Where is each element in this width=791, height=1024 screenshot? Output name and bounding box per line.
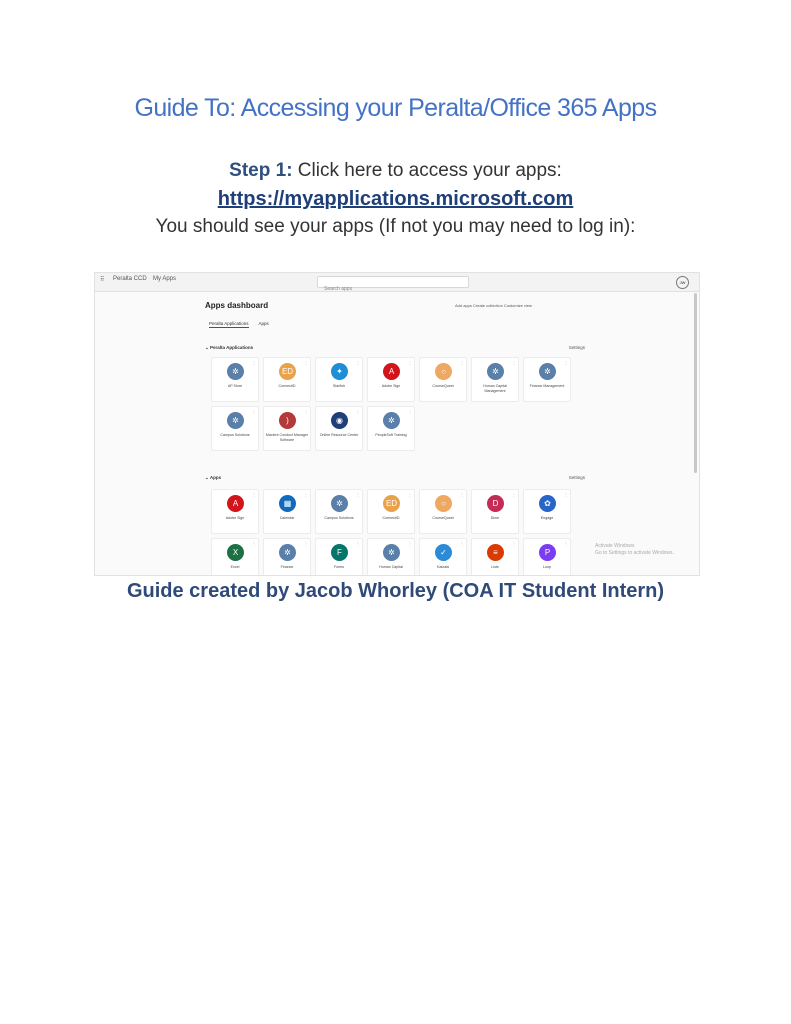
section-heading-apps[interactable]: ⌄ Apps <box>205 475 222 480</box>
forms-icon: F <box>331 544 348 561</box>
app-tile-label: Maxient Conduct Manager Software <box>265 433 309 442</box>
app-tile[interactable] <box>315 538 363 576</box>
gear-seal-icon: ✲ <box>539 363 556 380</box>
app-tile-label: Campus Solutions <box>324 516 354 520</box>
more-options-icon[interactable]: ⋮ <box>408 360 412 365</box>
dashboard-title: Apps dashboard <box>205 301 269 310</box>
app-tile-label: Finance Management <box>529 384 565 388</box>
lists-icon: ≡ <box>487 544 504 561</box>
app-name: My Apps <box>153 276 177 282</box>
more-options-icon[interactable]: ⋮ <box>252 492 256 497</box>
app-tile[interactable] <box>211 538 259 576</box>
app-tile-label: CourseQuest <box>432 516 454 520</box>
app-tile-label: Human Capital <box>379 565 403 569</box>
app-tile-label: AP Store <box>227 384 243 388</box>
adobe-icon: A <box>227 495 244 512</box>
app-tile[interactable] <box>419 538 467 576</box>
app-tile[interactable] <box>263 538 311 576</box>
app-tile-label: ConnectID <box>278 384 296 388</box>
activation-watermark: Activate Windows Go to Settings to activate Windows. <box>595 543 674 556</box>
dashboard-actions[interactable]: Add apps Create collection Customize view <box>455 303 532 308</box>
gear-seal-icon: ✲ <box>383 544 400 561</box>
step-1 <box>0 160 791 182</box>
app-tile[interactable] <box>367 406 415 451</box>
gear-seal-icon: ✲ <box>383 412 400 429</box>
ed-icon: ED <box>383 495 400 512</box>
gear-seal-icon: ✲ <box>279 544 296 561</box>
d-icon: D <box>487 495 504 512</box>
tab-peralta-applications[interactable]: Peralta Applications <box>209 321 249 326</box>
more-options-icon[interactable]: ⋮ <box>304 492 308 497</box>
app-tile-label: Lists <box>491 565 499 569</box>
app-tile-label: PeopleSoft Training <box>375 433 407 437</box>
more-options-icon[interactable]: ⋮ <box>564 360 568 365</box>
tabs <box>209 321 278 326</box>
more-options-icon[interactable]: ⋮ <box>304 541 308 546</box>
more-options-icon[interactable]: ⋮ <box>252 541 256 546</box>
app-tile-label: Adobe Sign <box>225 516 245 520</box>
adobe-icon: A <box>383 363 400 380</box>
avatar[interactable]: JW <box>676 276 689 289</box>
more-options-icon[interactable]: ⋮ <box>564 541 568 546</box>
app-tile[interactable] <box>367 538 415 576</box>
step-label: Step 1: <box>229 160 293 181</box>
more-options-icon[interactable]: ⋮ <box>408 492 412 497</box>
more-options-icon[interactable]: ⋮ <box>512 360 516 365</box>
app-tile-label: Online Resource Center <box>319 433 359 437</box>
more-options-icon[interactable]: ⋮ <box>460 360 464 365</box>
app-tile[interactable] <box>367 489 415 534</box>
org-name: Peralta CCD <box>113 276 147 282</box>
more-options-icon[interactable]: ⋮ <box>512 492 516 497</box>
app-tile[interactable] <box>211 489 259 534</box>
more-options-icon[interactable]: ⋮ <box>408 541 412 546</box>
app-tile-label: Human Capital Management <box>483 384 507 393</box>
app-tile[interactable] <box>211 357 259 402</box>
topbar <box>95 273 699 292</box>
maxient-icon: ) <box>279 412 296 429</box>
ring-icon: ○ <box>435 363 452 380</box>
app-tile[interactable] <box>523 538 571 576</box>
star-icon: ✦ <box>331 363 348 380</box>
app-tile[interactable] <box>315 489 363 534</box>
app-tile[interactable] <box>471 357 519 402</box>
app-tile-label: Forms <box>333 565 345 569</box>
app-tile[interactable] <box>211 406 259 451</box>
step-text: Click here to access your apps: <box>292 160 562 181</box>
app-tile-label: Dime <box>490 516 500 520</box>
loop-icon: P <box>539 544 556 561</box>
app-tile[interactable] <box>263 489 311 534</box>
myapps-screenshot <box>94 272 700 576</box>
search-placeholder: Search apps <box>324 286 353 292</box>
check-icon: ✓ <box>435 544 452 561</box>
seal-icon: ◉ <box>331 412 348 429</box>
app-tile[interactable] <box>263 357 311 402</box>
tab-apps[interactable]: Apps <box>258 321 269 326</box>
app-tile-label: Loop <box>543 565 551 569</box>
more-options-icon[interactable]: ⋮ <box>460 541 464 546</box>
app-tile[interactable] <box>471 489 519 534</box>
app-tile[interactable] <box>315 357 363 402</box>
scrollbar[interactable] <box>694 293 697 473</box>
gear-seal-icon: ✲ <box>227 363 244 380</box>
app-launcher-icon: ⠿ <box>100 277 105 283</box>
section-settings-peralta[interactable]: Settings <box>568 345 585 350</box>
app-tile[interactable] <box>315 406 363 451</box>
excel-icon: X <box>227 544 244 561</box>
app-tile-label: ConnectID <box>382 516 400 520</box>
more-options-icon[interactable]: ⋮ <box>408 409 412 414</box>
app-tile-label: Starfish <box>332 384 346 388</box>
more-options-icon[interactable]: ⋮ <box>356 360 360 365</box>
more-options-icon[interactable]: ⋮ <box>460 492 464 497</box>
more-options-icon[interactable]: ⋮ <box>512 541 516 546</box>
gear-seal-icon: ✲ <box>227 412 244 429</box>
app-tile-label: Kaizala <box>437 565 449 569</box>
calendar-icon: ▦ <box>279 495 296 512</box>
app-tile-label: Excel <box>230 565 240 569</box>
more-options-icon[interactable]: ⋮ <box>564 492 568 497</box>
more-options-icon[interactable]: ⋮ <box>356 492 360 497</box>
more-options-icon[interactable]: ⋮ <box>356 409 360 414</box>
more-options-icon[interactable]: ⋮ <box>252 409 256 414</box>
app-tile-label: CourseQuest <box>432 384 454 388</box>
app-tile[interactable] <box>471 538 519 576</box>
page-title: Guide To: Accessing your Peralta/Office 365 Apps <box>134 94 657 122</box>
note-text: You should see your apps (If not you may need to log in): <box>155 216 636 237</box>
apps-grid <box>211 489 570 576</box>
apps-link[interactable]: https://myapplications.microsoft.com <box>217 188 574 210</box>
search-input[interactable] <box>317 276 469 292</box>
app-tile-label: Campus Solutions <box>220 433 250 437</box>
more-options-icon[interactable]: ⋮ <box>304 360 308 365</box>
app-tile-label: Finance <box>280 565 294 569</box>
app-tile-label: Engage <box>540 516 554 520</box>
app-tile[interactable] <box>419 357 467 402</box>
more-options-icon[interactable]: ⋮ <box>252 360 256 365</box>
guide-credit: Guide created by Jacob Whorley (COA IT Student Intern) <box>126 580 665 602</box>
section-heading-peralta[interactable]: ⌄ Peralta Applications <box>205 345 254 350</box>
more-options-icon[interactable]: ⋮ <box>304 409 308 414</box>
app-tile-label: Adobe Sign <box>381 384 401 388</box>
more-options-icon[interactable]: ⋮ <box>356 541 360 546</box>
ed-icon: ED <box>279 363 296 380</box>
app-tile[interactable] <box>419 489 467 534</box>
app-tile[interactable] <box>263 406 311 451</box>
gear-seal-icon: ✲ <box>331 495 348 512</box>
gear-seal-icon: ✲ <box>487 363 504 380</box>
peralta-app-grid <box>211 357 570 451</box>
app-tile-label: Calendar <box>279 516 295 520</box>
app-tile[interactable] <box>523 357 571 402</box>
ring-icon: ○ <box>435 495 452 512</box>
app-tile[interactable] <box>367 357 415 402</box>
engage-icon: ✿ <box>539 495 556 512</box>
section-settings-apps[interactable]: Settings <box>568 475 585 480</box>
app-tile[interactable] <box>523 489 571 534</box>
